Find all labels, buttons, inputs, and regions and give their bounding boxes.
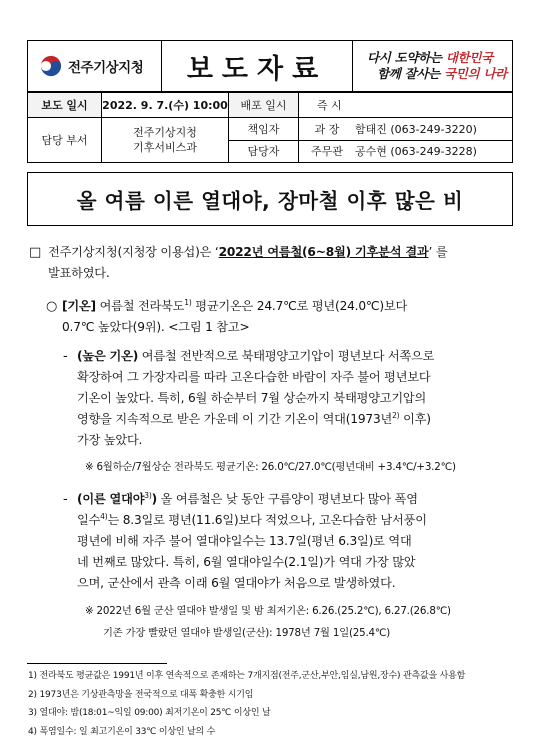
intro-line-2: 발표하였다. bbox=[48, 266, 110, 280]
contact-row bbox=[229, 118, 512, 141]
temp-text-a: 여름철 전라북도 bbox=[95, 299, 185, 313]
high-text-4b: 이후) bbox=[399, 412, 431, 426]
early-note-1 bbox=[85, 603, 451, 620]
distribution-label: 배포 일시 bbox=[229, 93, 299, 117]
high-line-3: 기온이 높았다. 특히, 6월 하순부터 7월 상순까지 북태평양고기압의 bbox=[77, 391, 427, 405]
footnote-divider bbox=[27, 663, 167, 664]
early-note-text-1: 2022년 6월 군산 열대야 발생일 및 밤 최저기온: 6.26.(25.2℃), 6.27.(26.8℃) bbox=[96, 605, 451, 617]
early-note-2: 기존 가장 빨랐던 열대야 발생일(군산): 1978년 7월 1일(25.4℃) bbox=[103, 627, 391, 639]
early-keyword: (이른 열대야 bbox=[77, 492, 145, 506]
footnote-ref: 1) bbox=[184, 297, 192, 307]
taegeuk-logo-icon bbox=[40, 55, 62, 77]
department-row bbox=[28, 118, 512, 162]
release-date: 2022. 9. 7.(수) 10:00 bbox=[102, 93, 229, 117]
high-note-text: 6월하순/7월상순 전라북도 평균기온: 26.0℃/27.0℃(평년대비 +3.4℃/+3.2℃) bbox=[96, 461, 456, 473]
dash-bullet-icon: - bbox=[63, 492, 68, 507]
contact-role: 책임자 bbox=[229, 118, 299, 140]
title-cell bbox=[162, 41, 353, 91]
release-row bbox=[28, 93, 512, 118]
footnote-ref: 2) bbox=[392, 410, 400, 420]
footnote-2: 2) 1973년은 기상관측망을 전국적으로 대폭 확충한 시기임 bbox=[28, 690, 254, 700]
slogan-text-2b: 국민의 나라 bbox=[443, 66, 507, 81]
contact-name: 공수현 (063-249-3228) bbox=[355, 145, 477, 159]
intro-text-post: ’ 를 bbox=[428, 245, 448, 259]
dept-name bbox=[102, 118, 229, 162]
intro-text-pre: 전주기상지청(지청장 이용섭)은 ‘ bbox=[48, 245, 219, 259]
headline-box bbox=[27, 172, 513, 226]
contact-row bbox=[229, 141, 512, 163]
intro-line-1 bbox=[48, 242, 518, 263]
temp-line-1 bbox=[62, 296, 407, 317]
contact-role: 담당자 bbox=[229, 141, 299, 163]
footnote-3: 3) 열대야: 밤(18:01~익일 09:00) 최저기온이 25℃ 이상인 날 bbox=[28, 708, 271, 718]
dash-bullet-icon: - bbox=[63, 349, 68, 364]
agency-name: 전주기상지청 bbox=[68, 60, 144, 76]
footnote-4: 4) 폭염일수: 일 최고기온이 33℃ 이상인 날의 수 bbox=[28, 727, 216, 737]
high-line-1 bbox=[77, 346, 434, 367]
distribution-value: 즉 시 bbox=[317, 99, 342, 112]
early-line-5: 으며, 군산에서 관측 이래 6월 열대야가 처음으로 발생하였다. bbox=[77, 576, 396, 590]
high-line-5: 가장 높았다. bbox=[77, 433, 143, 447]
contact-name: 함태진 (063-249-3220) bbox=[355, 122, 477, 136]
intro-emphasis: 2022년 여름철(6~8월) 기후분석 결과 bbox=[218, 245, 429, 259]
early-text-2a: 일수 bbox=[77, 513, 101, 527]
temp-text-b: 평균기온은 24.7℃로 평년(24.0℃)보다 bbox=[191, 299, 408, 313]
temp-keyword: [기온] bbox=[62, 299, 96, 313]
slogan-text-1b: 대한민국 bbox=[445, 50, 493, 65]
agency-logo bbox=[28, 41, 162, 91]
high-line-4 bbox=[77, 409, 431, 430]
note-marker-icon: ※ bbox=[85, 605, 94, 617]
slogan-text-1a: 다시 도약하는 bbox=[367, 50, 446, 65]
note-marker-icon: ※ bbox=[85, 461, 94, 473]
early-line-2 bbox=[77, 510, 427, 531]
slogan bbox=[353, 41, 512, 91]
early-text-1: 올 여름철은 낮 동안 구름양이 평년보다 많아 폭염 bbox=[156, 492, 418, 506]
contact-persons bbox=[229, 118, 512, 162]
footnote-ref: 4) bbox=[100, 511, 108, 521]
slogan-text-2a: 함께 잘사는 bbox=[377, 66, 444, 81]
temp-line-2: 0.7℃ 높았다(9위). <그림 1 참고> bbox=[62, 320, 250, 334]
slogan-line-2 bbox=[367, 66, 512, 82]
slogan-line-1 bbox=[367, 50, 512, 66]
square-bullet-icon: □ bbox=[29, 245, 42, 260]
headline-text: 올 여름 이른 열대야, 장마철 이후 많은 비 bbox=[76, 189, 464, 213]
high-line-2: 확장하여 그 가장자리를 따라 고온다습한 바람이 자주 불어 평년보다 bbox=[77, 370, 431, 384]
high-text-1: 여름철 전반적으로 북태평양고기압이 평년보다 서쪽으로 bbox=[138, 349, 435, 363]
footnote-1: 1) 전라북도 평균값은 1991년 이후 연속적으로 존재하는 7개지점(전주,군산,부안,임실,남원,장수) 관측값을 사용함 bbox=[28, 671, 466, 681]
dept-line-1: 전주기상지청 bbox=[133, 126, 197, 139]
press-release-header bbox=[27, 40, 513, 163]
early-text-2b: 는 8.3일로 평년(11.6일)보다 적었으나, 고온다습한 남서풍이 bbox=[107, 513, 427, 527]
dept-label: 담당 부서 bbox=[28, 118, 102, 162]
header-top-row bbox=[28, 41, 512, 93]
release-label: 보도 일시 bbox=[28, 93, 102, 117]
contact-title: 주무관 bbox=[311, 145, 343, 159]
circle-bullet-icon: ○ bbox=[46, 299, 58, 314]
document-title: 보도자료 bbox=[186, 53, 328, 85]
early-line-3: 평년에 비해 자주 불어 열대야일수는 13.7일(평년 6.3일)로 역대 bbox=[77, 534, 412, 548]
early-line-1 bbox=[77, 489, 418, 510]
contact-title: 과 장 bbox=[314, 122, 340, 136]
footnote-ref: 3) bbox=[144, 490, 152, 500]
high-keyword: (높은 기온) bbox=[77, 349, 139, 363]
high-note bbox=[85, 459, 456, 476]
dept-line-2: 기후서비스과 bbox=[133, 141, 197, 154]
early-line-4: 네 번째로 많았다. 특히, 6월 열대야일수(2.1일)가 역대 가장 많았 bbox=[77, 555, 416, 569]
high-text-4a: 영향을 지속적으로 받은 가운데 이 기간 기온이 역대(1973년 bbox=[77, 412, 393, 426]
early-keyword-close: ) bbox=[151, 492, 157, 506]
